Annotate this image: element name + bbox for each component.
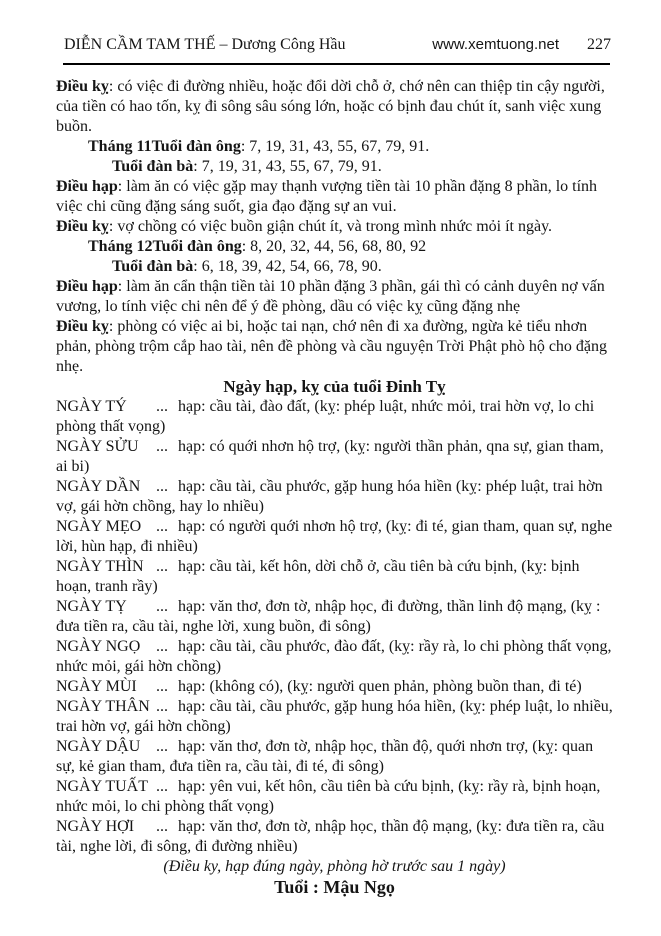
day-row — [56, 677, 613, 697]
dots-separator: ... — [156, 478, 168, 495]
paragraph-text: : 7, 19, 31, 43, 55, 67, 79, 91. — [193, 158, 382, 175]
day-row — [56, 477, 613, 517]
body-paragraph — [56, 277, 613, 317]
day-name: NGÀY TỴ — [56, 598, 127, 615]
paragraph-lead: Điều hạp — [56, 278, 118, 295]
website-url: www.xemtuong.net — [432, 36, 559, 53]
dots-separator: ... — [156, 818, 168, 835]
day-description: hạp: văn thơ, đơn tờ, nhập học, thần độ mạng, (kỵ: đưa tiền ra, cầu tài, nghe lời, đi sông, đi đường nhiều) — [56, 818, 605, 855]
body-paragraph — [56, 257, 613, 277]
day-name: NGÀY MÙI — [56, 678, 137, 695]
paragraph-lead: Điều kỵ — [56, 78, 109, 95]
day-name: NGÀY HỢI — [56, 818, 135, 835]
day-row — [56, 557, 613, 597]
page-number: 227 — [587, 36, 611, 53]
day-description: hạp: cầu tài, cầu phước, gặp hung hóa hiền, (kỵ: phép luật, lo nhiều, trai hờn vợ, gái hờn chồng) — [56, 698, 613, 735]
body-paragraph — [56, 157, 613, 177]
day-description: hạp: cầu tài, đào đất, (kỵ: phép luật, nhức mỏi, trai hờn vợ, lo chi phòng thất vọng) — [56, 398, 595, 435]
paragraph-text: : làm ăn có việc gặp may thạnh vượng tiền tài 10 phần đặng 8 phần, lo tính việc chi cũng đặng sáng suốt, gia đạo đặng sự an vui. — [56, 178, 598, 215]
paragraph-lead: Tuổi đàn bà — [112, 258, 194, 275]
page-content — [56, 77, 613, 897]
age-title: Tuổi : Mậu Ngọ — [274, 877, 395, 897]
dots-separator: ... — [156, 678, 168, 695]
day-row — [56, 737, 613, 777]
day-name: NGÀY NGỌ — [56, 638, 141, 655]
day-description: hạp: (không có), (kỵ: người quen phản, phòng buồn than, đi té) — [178, 678, 582, 695]
body-paragraph — [56, 317, 613, 377]
body-paragraph — [56, 137, 613, 157]
body-paragraph — [56, 77, 613, 137]
day-description: hạp: yên vui, kết hôn, cầu tiên bà cứu bịnh, (kỵ: rầy rà, bịnh hoạn, nhức mỏi, lo chi phòng thất vọng) — [56, 778, 601, 815]
day-name: NGÀY THÂN — [56, 698, 150, 715]
day-description: hạp: văn thơ, đơn tờ, nhập học, đi đường, thần linh độ mạng, (kỵ : đưa tiền ra, cầu tài, nghe lời, xung buồn, đi sông) — [56, 598, 601, 635]
dots-separator: ... — [156, 398, 168, 415]
body-paragraph — [56, 217, 613, 237]
dots-separator: ... — [156, 698, 168, 715]
dots-separator: ... — [156, 598, 168, 615]
dots-separator: ... — [156, 778, 168, 795]
dots-separator: ... — [156, 738, 168, 755]
paragraph-text: : có việc đi đường nhiều, hoặc đổi dời chỗ ở, chớ nên can thiệp tin cậy người, của tiền có hao tốn, kỵ đi sông sâu sóng lớn, hoặc có bịnh đau chút ít, sanh việc xung buồn. — [56, 78, 605, 135]
day-name: NGÀY SỬU — [56, 438, 139, 455]
day-row — [56, 777, 613, 817]
paragraph-lead: Điều hạp — [56, 178, 118, 195]
paragraph-lead: Điều kỵ — [56, 218, 109, 235]
book-title: DIỄN CẦM TAM THẾ – Dương Công Hầu — [64, 36, 346, 53]
day-name: NGÀY TUẤT — [56, 778, 148, 795]
paragraph-text: : 8, 20, 32, 44, 56, 68, 80, 92 — [241, 238, 427, 255]
paragraph-text: : 6, 18, 39, 42, 54, 66, 78, 90. — [193, 258, 382, 275]
dots-separator: ... — [156, 638, 168, 655]
day-name: NGÀY THÌN — [56, 558, 144, 575]
paragraph-lead: Tháng 11Tuổi đàn ông — [88, 138, 241, 155]
paragraph-text: : làm ăn cẩn thận tiền tài 10 phần đặng 3 phần, gái thì có cảnh duyên nợ vấn vương, lo tính việc chi nên để ý đề phòng, dầu có việc kỵ cũng đặng nhẹ — [56, 278, 605, 315]
day-row — [56, 517, 613, 557]
day-description: hạp: cầu tài, cầu phước, gặp hung hóa hiền (kỵ: phép luật, trai hờn vợ, gái hờn chồng, hay lo nhiều) — [56, 478, 603, 515]
body-paragraph — [56, 177, 613, 217]
paragraph-lead: Tháng 12Tuổi đàn ông — [88, 238, 242, 255]
day-name: NGÀY DẦN — [56, 478, 141, 495]
day-name: NGÀY DẬU — [56, 738, 141, 755]
footnote: (Điều ky, hạp đúng ngày, phòng hờ trước sau 1 ngày) — [163, 858, 506, 875]
page-header — [64, 36, 611, 54]
body-paragraph — [56, 237, 613, 257]
paragraph-text: : vợ chồng có việc buồn giận chút ít, và trong mình nhức mỏi ít ngày. — [108, 218, 553, 235]
day-description: hạp: cầu tài, cầu phước, đào đất, (kỵ: rầy rà, lo chi phòng thất vọng, nhức mỏi, gái hờn chồng) — [56, 638, 612, 675]
day-row — [56, 637, 613, 677]
dots-separator: ... — [156, 558, 168, 575]
day-row — [56, 817, 613, 857]
paragraph-lead: Tuổi đàn bà — [112, 158, 194, 175]
dots-separator: ... — [156, 518, 168, 535]
section-title: Ngày hạp, kỵ của tuổi Đinh Tỵ — [223, 377, 446, 396]
paragraph-text: : phòng có việc ai bi, hoặc tai nạn, chớ nên đi xa đường, ngừa kẻ tiểu nhơn phản, phòng trộm cắp hao tài, nên đề phòng và cầu nguyện Trời Phật phò hộ cho đặng nhẹ. — [56, 318, 608, 375]
day-row — [56, 437, 613, 477]
day-description: hạp: có quới nhơn hộ trợ, (kỵ: người thần phản, qna sự, gian tham, ai bi) — [56, 438, 604, 475]
day-name: NGÀY TÝ — [56, 398, 127, 415]
day-description: hạp: cầu tài, kết hôn, dời chỗ ở, cầu tiên bà cứu bịnh, (kỵ: bịnh hoạn, tranh rầy) — [56, 558, 580, 595]
day-row — [56, 597, 613, 637]
day-description: hạp: có người quới nhơn hộ trợ, (kỵ: đi té, gian tham, quan sự, nghe lời, hùn hạp, đi nhiều) — [56, 518, 613, 555]
header-rule — [63, 63, 610, 65]
paragraph-text: : 7, 19, 31, 43, 55, 67, 79, 91. — [240, 138, 430, 155]
day-description: hạp: văn thơ, đơn tờ, nhập học, thần độ, quới nhơn trợ, (kỵ: quan sự, kẻ gian tham, đưa tiền ra, cầu tài, đi té, đi sông) — [56, 738, 594, 775]
day-row — [56, 697, 613, 737]
paragraph-lead: Điều kỵ — [56, 318, 109, 335]
dots-separator: ... — [156, 438, 168, 455]
day-name: NGÀY MẸO — [56, 518, 142, 535]
day-row — [56, 397, 613, 437]
